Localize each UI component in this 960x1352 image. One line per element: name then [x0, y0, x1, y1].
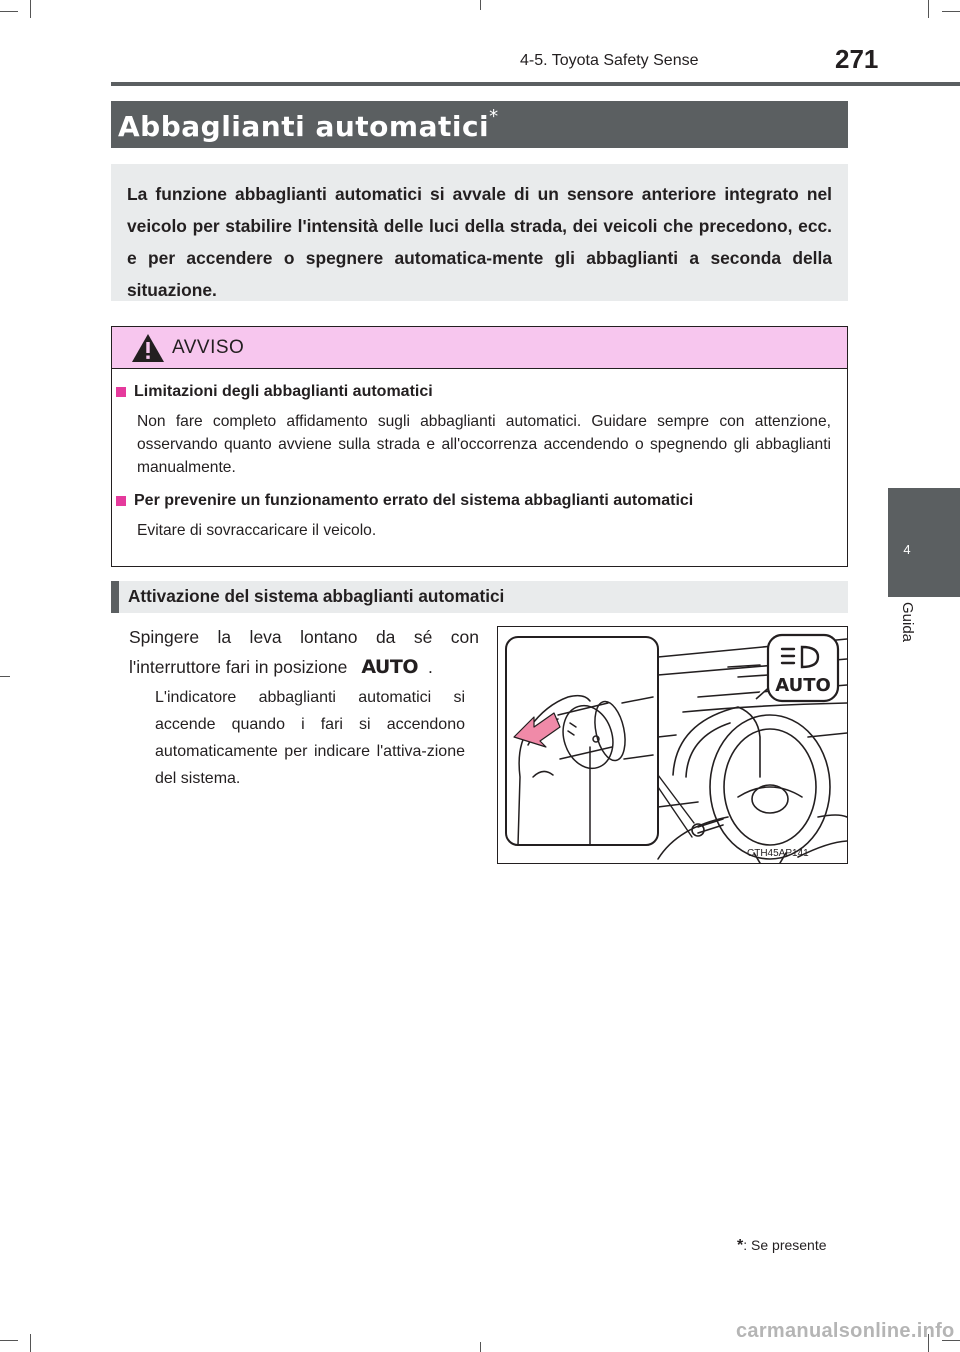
warning-item-heading: Per prevenire un funzionamento errato del sistema abbaglianti automatici	[134, 492, 831, 510]
optional-marker: *	[489, 106, 499, 127]
chapter-label	[896, 602, 920, 662]
crop-mark	[0, 676, 10, 677]
subsection-bar	[111, 581, 848, 613]
warning-triangle-icon	[131, 333, 165, 363]
footnote-star: *	[737, 1237, 744, 1254]
page-title: Abbaglianti automatici*	[118, 106, 499, 143]
warning-item-text: Non fare completo affidamento sugli abbaglianti automatici. Guidare sempre con attenzione, osservando quanto avviene sulla strada e all'occorrenza accendendo o spegnendo gli abbaglianti manualmente.	[137, 413, 831, 476]
crop-mark	[480, 1342, 481, 1352]
bullet-square-icon	[116, 387, 126, 397]
auto-symbol: AUTO	[361, 656, 418, 678]
crop-mark	[0, 11, 18, 12]
step-instruction: Spingere la leva lontano da sé con l'interruttore fari in posizione AUTO .	[129, 622, 479, 682]
warning-header	[112, 327, 847, 369]
warning-item-text: Evitare di sovraccaricare il veicolo.	[137, 522, 377, 539]
footnote: *: Se presente	[737, 1237, 827, 1254]
crop-mark	[928, 0, 929, 18]
step-note: L'indicatore abbaglianti automatici si accende quando i fari si accendono automaticamente per indicare l'attiva-zione del sistema.	[155, 689, 465, 787]
warning-title: AVVISO	[172, 337, 245, 358]
warning-item	[112, 492, 831, 542]
crop-mark	[30, 1334, 31, 1352]
figure-auto-label: AUTO	[775, 675, 831, 696]
headlight-lever-illustration	[498, 627, 847, 863]
crop-mark	[942, 11, 960, 12]
crop-mark	[480, 0, 481, 10]
warning-box	[111, 326, 848, 567]
intro-text: La funzione abbaglianti automatici si avvale di un sensore anteriore integrato nel veicolo per stabilire l'intensità delle luci della strada, dei veicoli che precedono, ecc. e per accendere o spegnere automatica-mente gli abbaglianti a seconda della situazione.	[127, 184, 832, 300]
crop-mark	[30, 0, 31, 18]
crop-mark	[0, 1340, 18, 1341]
figure-code: CTH45AP141	[747, 848, 809, 859]
subsection-title: Attivazione del sistema abbaglianti automatici	[128, 586, 505, 606]
intro-box	[111, 164, 848, 301]
chapter-number: 4	[903, 542, 911, 557]
watermark: carmanualsonline.info	[736, 1320, 955, 1342]
header-rule	[111, 82, 960, 86]
page-title-bar	[111, 101, 848, 148]
warning-item-heading: Limitazioni degli abbaglianti automatici	[134, 383, 831, 401]
warning-item	[112, 383, 831, 479]
bullet-square-icon	[116, 496, 126, 506]
illustration-figure	[497, 626, 848, 864]
warning-body	[112, 369, 847, 542]
chapter-tab	[888, 488, 960, 597]
section-heading: 4-5. Toyota Safety Sense	[520, 52, 699, 69]
page-number: 271	[835, 44, 879, 74]
chapter-label-text: Guida	[899, 602, 916, 643]
